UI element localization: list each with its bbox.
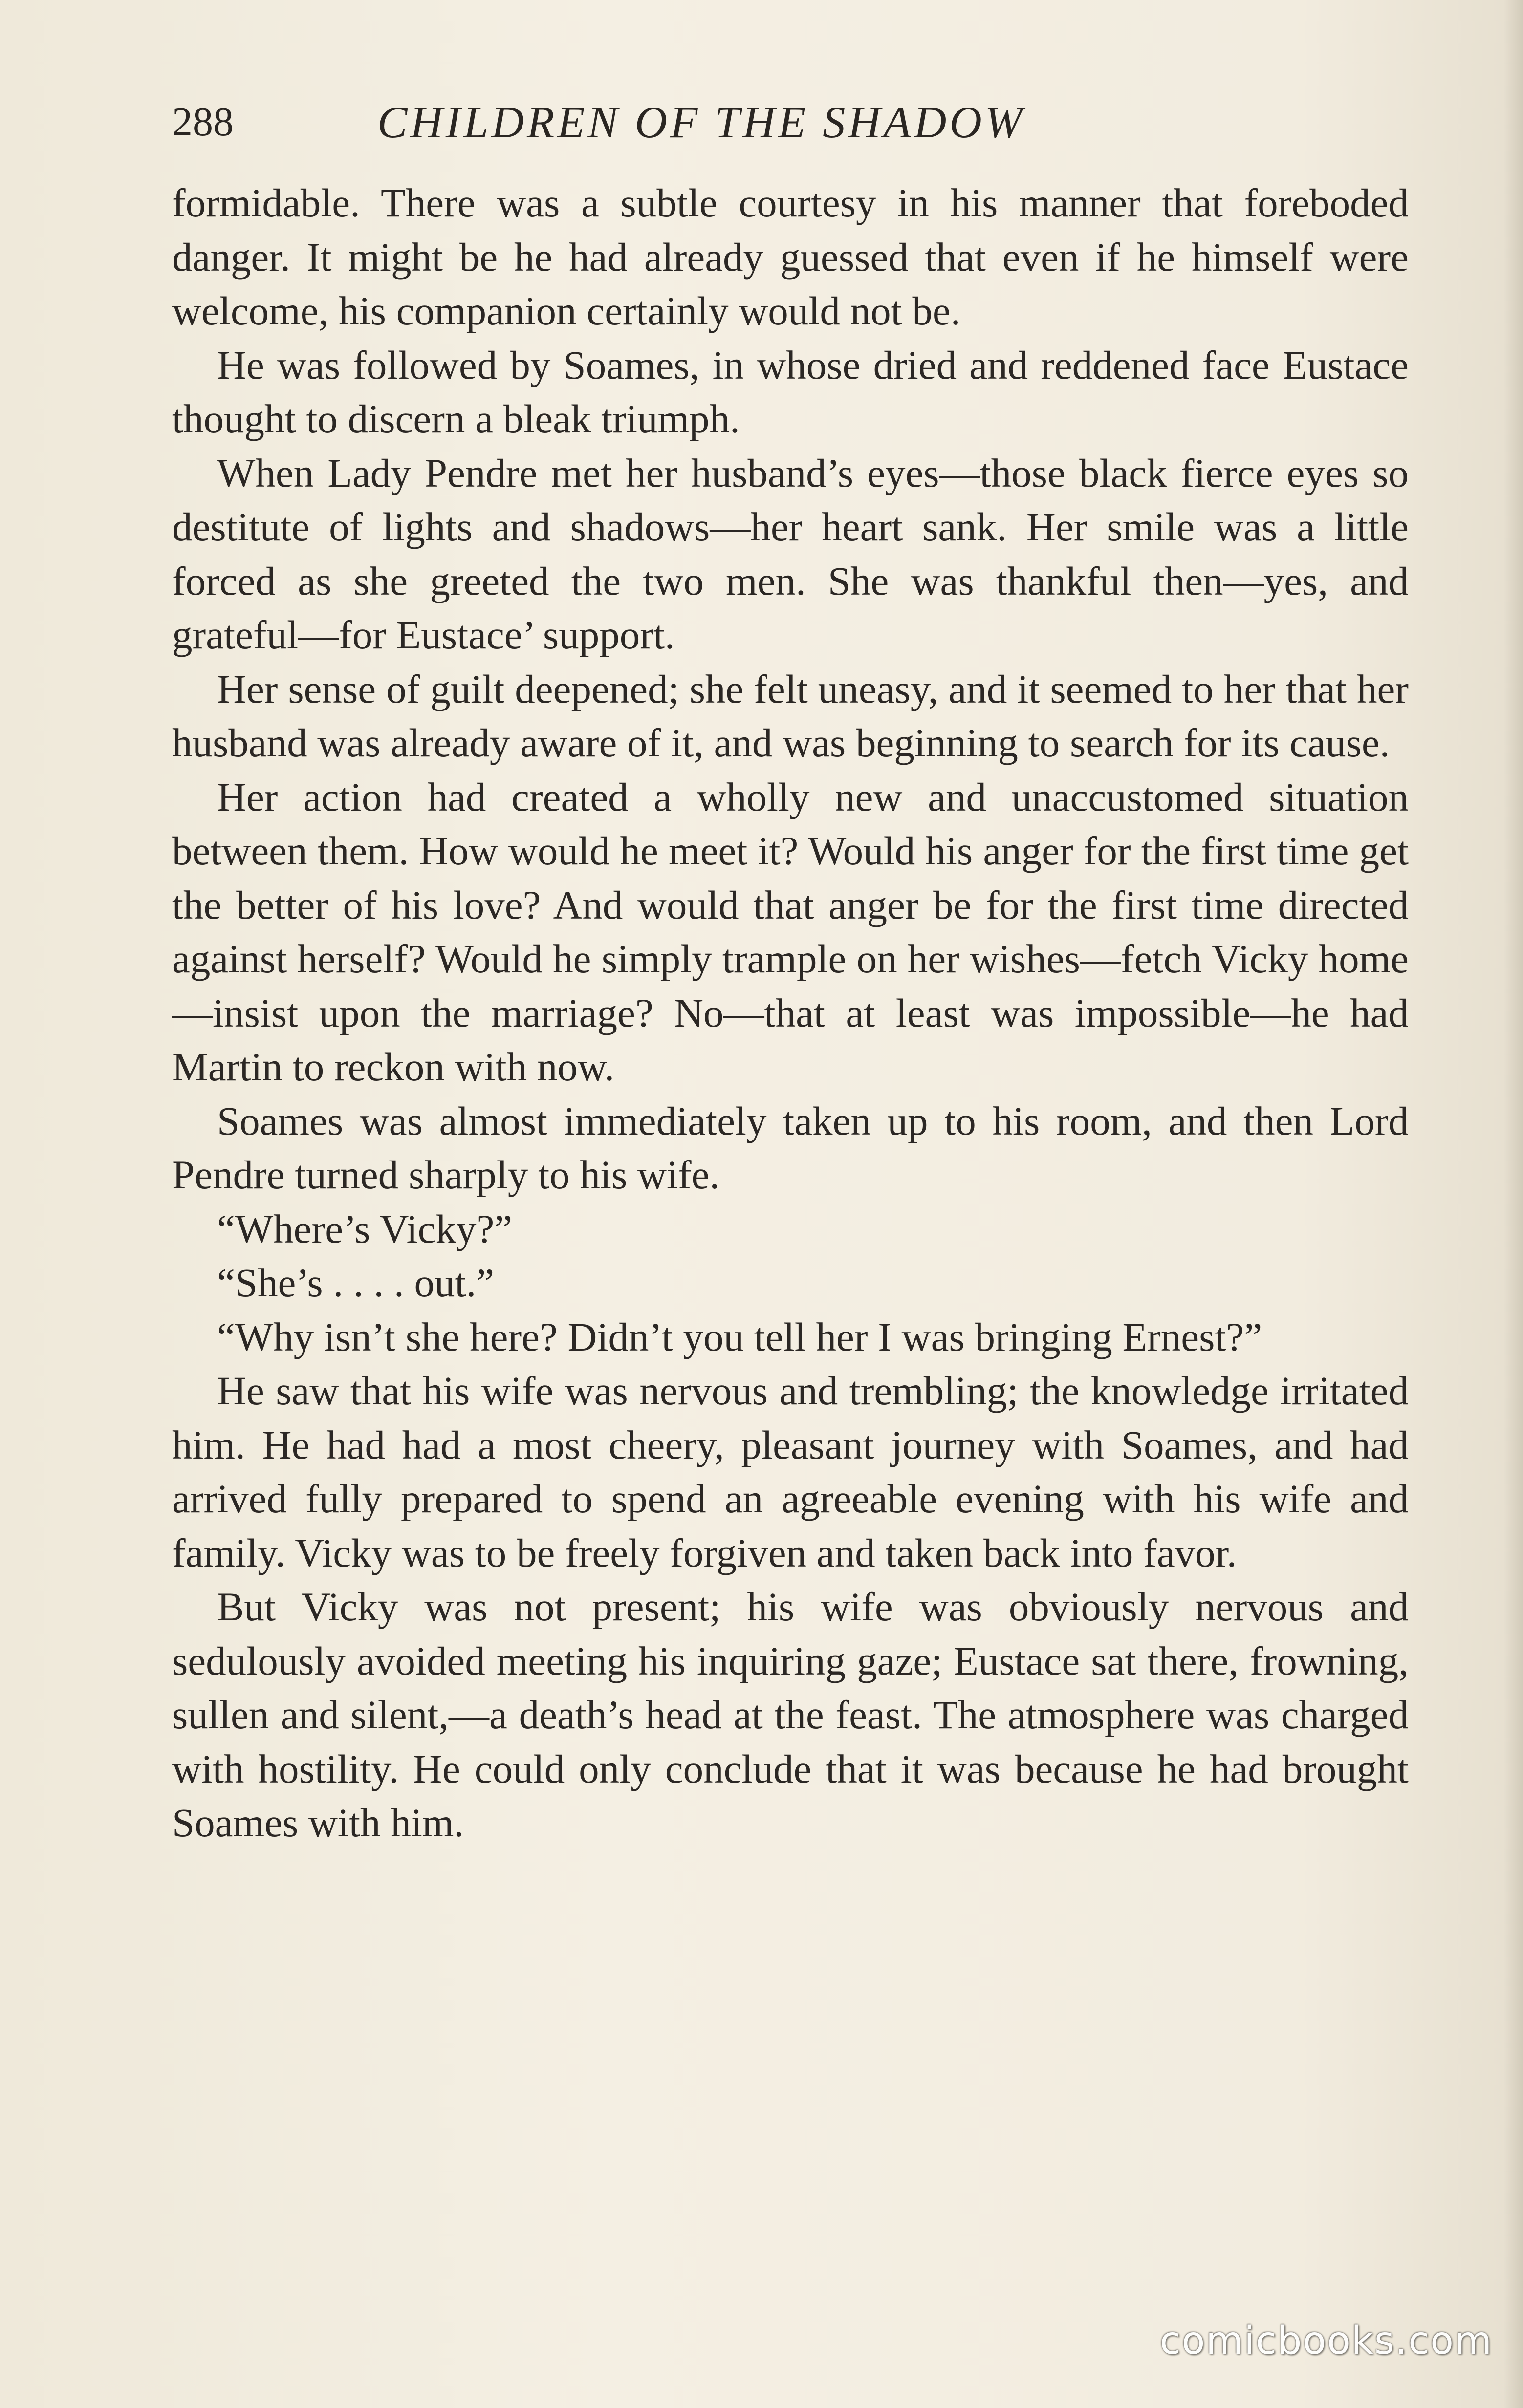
page-number: 288 xyxy=(172,99,234,145)
paragraph: But Vicky was not present; his wife was obviously nervous and sedulously avoided meeting his inquiring gaze; Eustace sat there, frowning, sullen and silent,—a death’s head at the feast. The atmosphere was charged with hostility. He could only conclude that it was because he had brought Soames with him. xyxy=(172,1584,1409,1845)
dialogue-line: “Why isn’t she here? Didn’t you tell her I was bringing Ernest?” xyxy=(217,1314,1262,1359)
paragraph: Her action had created a wholly new and unaccustomed situation between them. How would he meet it? Would his anger for the first time get the better of his love? And would that anger be for the first time directed against herself? Would he simply trample on her wishes—fetch Vicky home—insist upon the marriage? No—that at least was impossible—he had Martin to reckon with now. xyxy=(172,774,1409,1089)
page-edge-shadow xyxy=(1503,0,1523,2408)
running-title: CHILDREN OF THE SHADOW xyxy=(377,97,1025,147)
paragraph: He saw that his wife was nervous and trembling; the knowledge irritated him. He had had a most cheery, pleasant journey with Soames, and had arrived fully prepared to spend an agreeable evening with his wife and family. Vicky was to be freely forgiven and taken back into favor. xyxy=(172,1368,1409,1575)
body-text xyxy=(172,176,1409,1850)
paragraph: When Lady Pendre met her husband’s eyes—those black fierce eyes so destitute of lights and shadows—her heart sank. Her smile was a little forced as she greeted the two men. She was thankful then—yes, and grateful—for Eustace’ support. xyxy=(172,450,1409,657)
paragraph: He was followed by Soames, in whose dried and reddened face Eustace thought to discern a bleak triumph. xyxy=(172,342,1409,441)
dialogue-line: “She’s . . . . out.” xyxy=(217,1260,495,1305)
paragraph: Soames was almost immediately taken up to his room, and then Lord Pendre turned sharply to his wife. xyxy=(172,1098,1409,1197)
watermark: comicbooks.com xyxy=(1159,2319,1493,2363)
dialogue-line: “Where’s Vicky?” xyxy=(217,1206,513,1251)
page-header xyxy=(172,93,1409,151)
paragraph: formidable. There was a subtle courtesy in his manner that foreboded danger. It might be he had already guessed that even if he himself were welcome, his companion certainly would not be. xyxy=(172,180,1409,333)
paragraph: Her sense of guilt deepened; she felt uneasy, and it seemed to her that her husband was already aware of it, and was beginning to search for its cause. xyxy=(172,666,1409,765)
